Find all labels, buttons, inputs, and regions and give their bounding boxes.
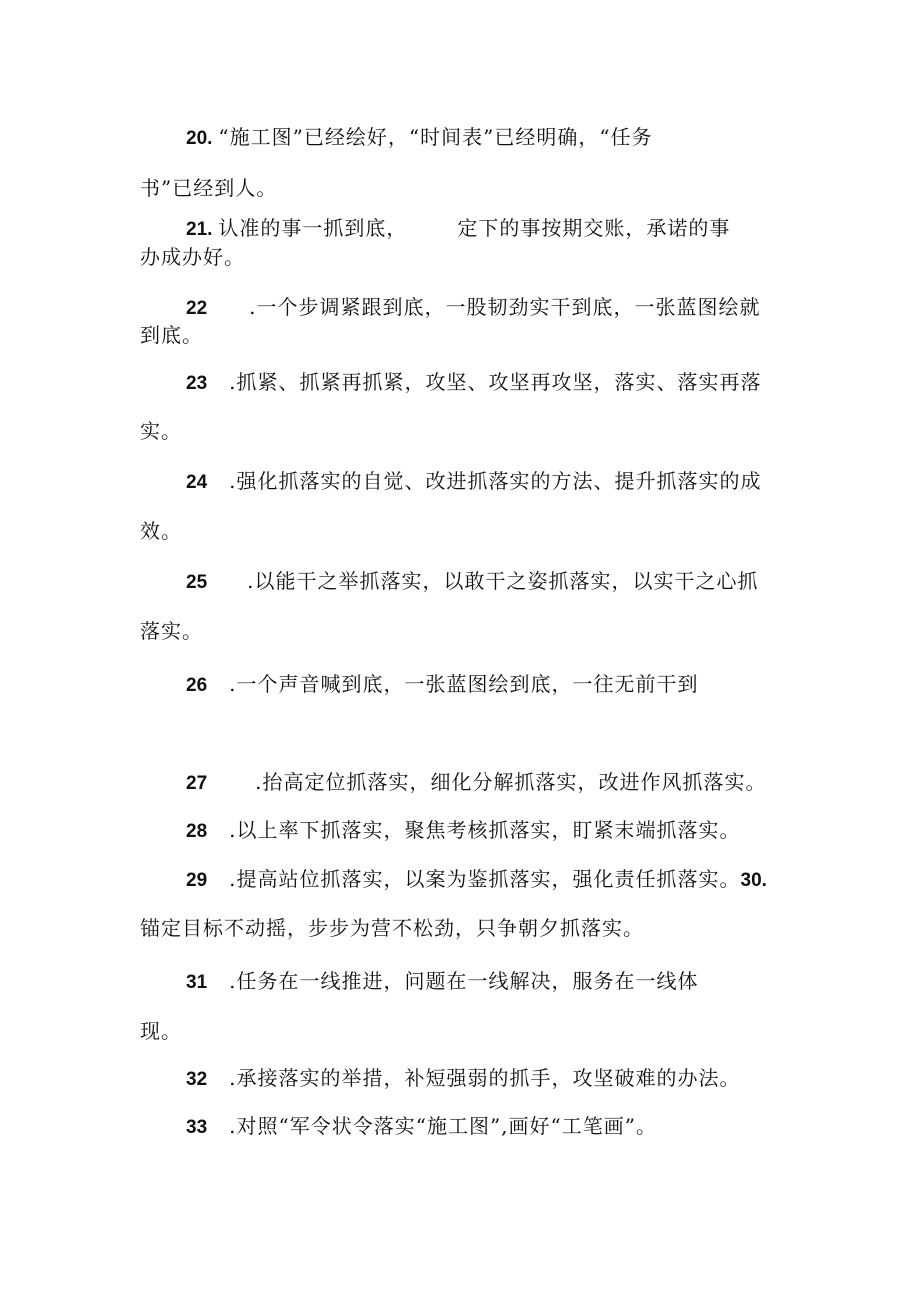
item-28	[186, 817, 741, 845]
item-text: .强化抓落实的自觉、改进抓落实的方法、提升抓落实的成	[229, 469, 762, 493]
item-text: 办成办好。	[140, 245, 245, 269]
item-number: 32	[186, 1069, 208, 1090]
item-number: 27	[186, 773, 208, 794]
item-number: 31	[186, 972, 208, 993]
item-31	[186, 968, 699, 996]
item-number: 29	[186, 870, 208, 891]
item-number-30: 30.	[740, 870, 767, 891]
item-31-continuation	[140, 1018, 182, 1044]
item-32	[186, 1065, 741, 1093]
item-text: 效。	[140, 519, 182, 543]
item-29	[186, 866, 767, 894]
item-number: 25	[186, 572, 208, 593]
item-number: 26	[186, 675, 208, 696]
item-text: .抓紧、抓紧再抓紧，攻坚、攻坚再攻坚，落实、落实再落	[229, 370, 762, 394]
item-21-continuation	[140, 244, 245, 270]
item-text: .承接落实的举措，补短强弱的抓手，攻坚破难的办法。	[229, 1066, 741, 1090]
item-33	[186, 1113, 657, 1141]
item-number: 24	[186, 472, 208, 493]
item-25	[186, 568, 759, 596]
item-30-text	[140, 915, 644, 941]
item-text: 到底。	[140, 323, 203, 347]
item-20-continuation	[140, 175, 277, 201]
item-number: 23	[186, 373, 208, 394]
item-text: 书”已经到人。	[140, 176, 278, 200]
item-25-continuation	[140, 618, 203, 644]
item-number: 22	[186, 298, 208, 319]
item-27	[186, 769, 767, 797]
item-23-continuation	[140, 418, 182, 444]
item-text-part2: 定下的事按期交账，承诺的事	[457, 216, 731, 240]
item-text: 认准的事一抓到底，	[218, 216, 408, 240]
item-23	[186, 369, 762, 397]
item-text: 锚定目标不动摇，步步为营不松劲，只争朝夕抓落实。	[140, 916, 644, 940]
item-number: 28	[186, 821, 208, 842]
item-text: .以上率下抓落实，聚焦考核抓落实，盯紧末端抓落实。	[229, 818, 741, 842]
item-24	[186, 468, 762, 496]
item-26	[186, 671, 699, 699]
item-text: 实。	[140, 419, 182, 443]
item-24-continuation	[140, 518, 182, 544]
item-text: .对照“军令状令落实“施工图”,画好“工笔画”。	[229, 1114, 657, 1138]
item-text: .任务在一线推进，问题在一线解决，服务在一线体	[229, 969, 699, 993]
item-number: 20.	[186, 128, 213, 149]
item-22-continuation	[140, 322, 203, 348]
item-text: “施工图”已经绘好，“时间表”已经明确，“任务	[218, 125, 653, 149]
item-text: 现。	[140, 1019, 182, 1043]
item-21	[186, 215, 730, 243]
item-text: .一个声音喊到底，一张蓝图绘到底，一往无前干到	[229, 672, 699, 696]
item-number: 33	[186, 1117, 208, 1138]
item-20	[186, 124, 653, 152]
item-number: 21.	[186, 219, 213, 240]
item-text: .以能干之举抓落实，以敢干之姿抓落实，以实干之心抓	[247, 569, 759, 593]
item-text: 落实。	[140, 619, 203, 643]
item-text: .提高站位抓落实，以案为鉴抓落实，强化责任抓落实。	[229, 867, 741, 891]
item-text: .一个步调紧跟到底，一股韧劲实干到底，一张蓝图绘就	[249, 295, 761, 319]
item-text: .抬高定位抓落实，细化分解抓落实，改进作风抓落实。	[255, 770, 767, 794]
item-22	[186, 294, 761, 322]
